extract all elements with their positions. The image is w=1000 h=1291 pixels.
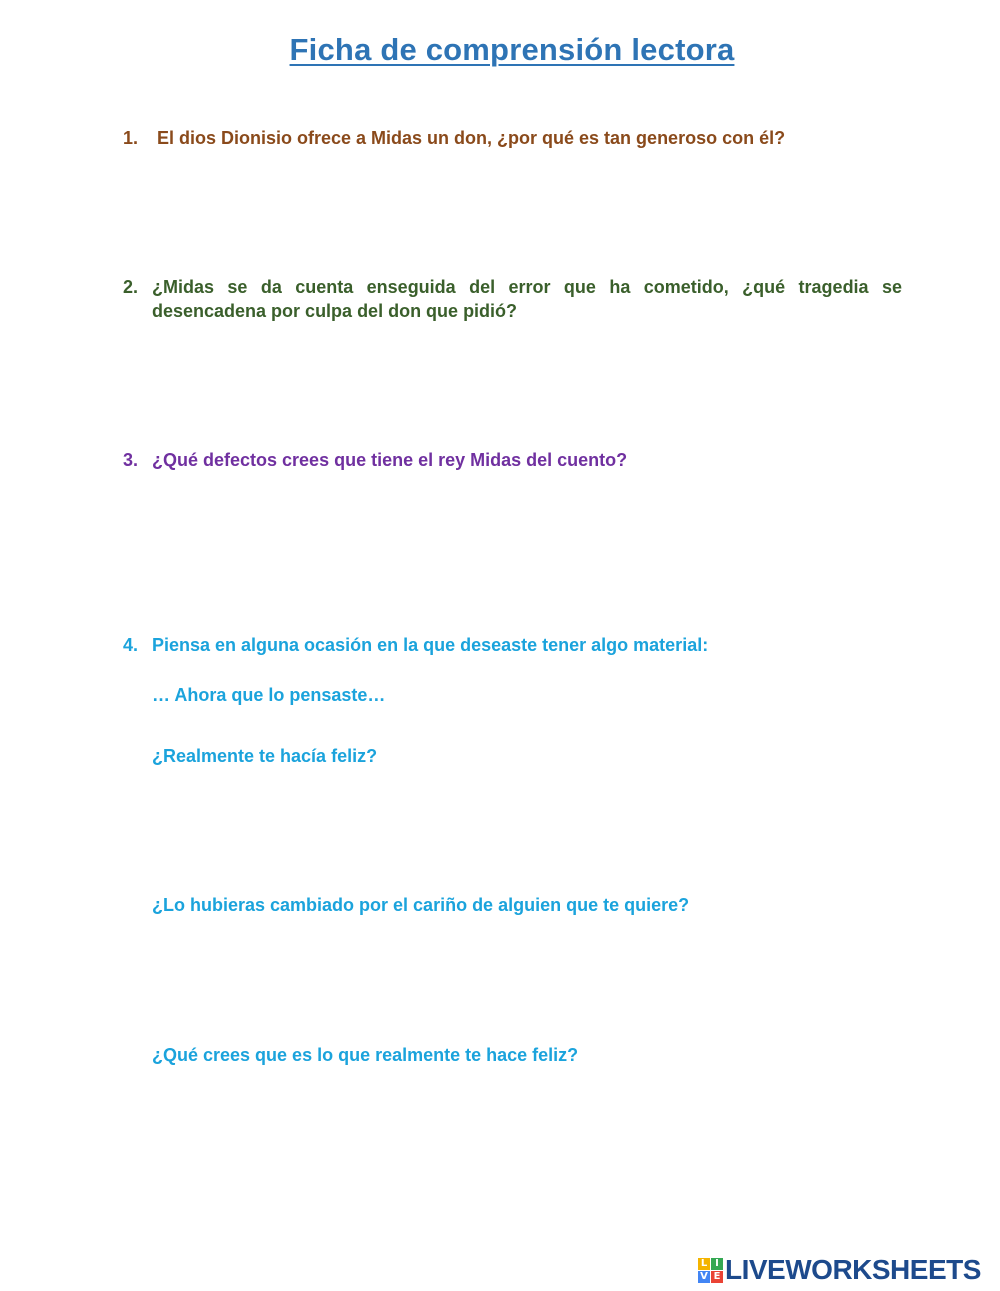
question-number: 1. xyxy=(123,128,139,148)
question-text: Piensa en alguna ocasión en la que deseaste tener algo material: xyxy=(152,635,709,655)
sub-question-text: … Ahora que lo pensaste… xyxy=(152,685,386,705)
question-text: ¿Qué defectos crees que tiene el rey Midas del cuento? xyxy=(152,450,628,470)
sub-question-text: ¿Realmente te hacía feliz? xyxy=(152,746,378,766)
logo-letter: I xyxy=(711,1258,723,1270)
logo-icon xyxy=(698,1258,723,1283)
liveworksheets-logo xyxy=(698,1256,981,1284)
logo-letter: V xyxy=(698,1271,710,1283)
question-number: 3. xyxy=(123,450,139,470)
question-number: 2. xyxy=(123,277,139,297)
question-text: El dios Dionisio ofrece a Midas un don, ¿por qué es tan generoso con él? xyxy=(157,128,786,148)
logo-letter: E xyxy=(711,1271,723,1283)
sub-question-text: ¿Qué crees que es lo que realmente te hace feliz? xyxy=(152,1045,579,1065)
logo-letter: L xyxy=(698,1258,710,1270)
sub-question-text: ¿Lo hubieras cambiado por el cariño de alguien que te quiere? xyxy=(152,895,690,915)
question-text: ¿Midas se da cuenta enseguida del error que ha cometido, ¿qué tragedia se desencadena por culpa del don que pidió? xyxy=(152,277,902,321)
question-number: 4. xyxy=(123,635,139,655)
logo-wordmark: LIVEWORKSHEETS xyxy=(725,1254,981,1285)
page-title: Ficha de comprensión lectora xyxy=(289,32,735,67)
